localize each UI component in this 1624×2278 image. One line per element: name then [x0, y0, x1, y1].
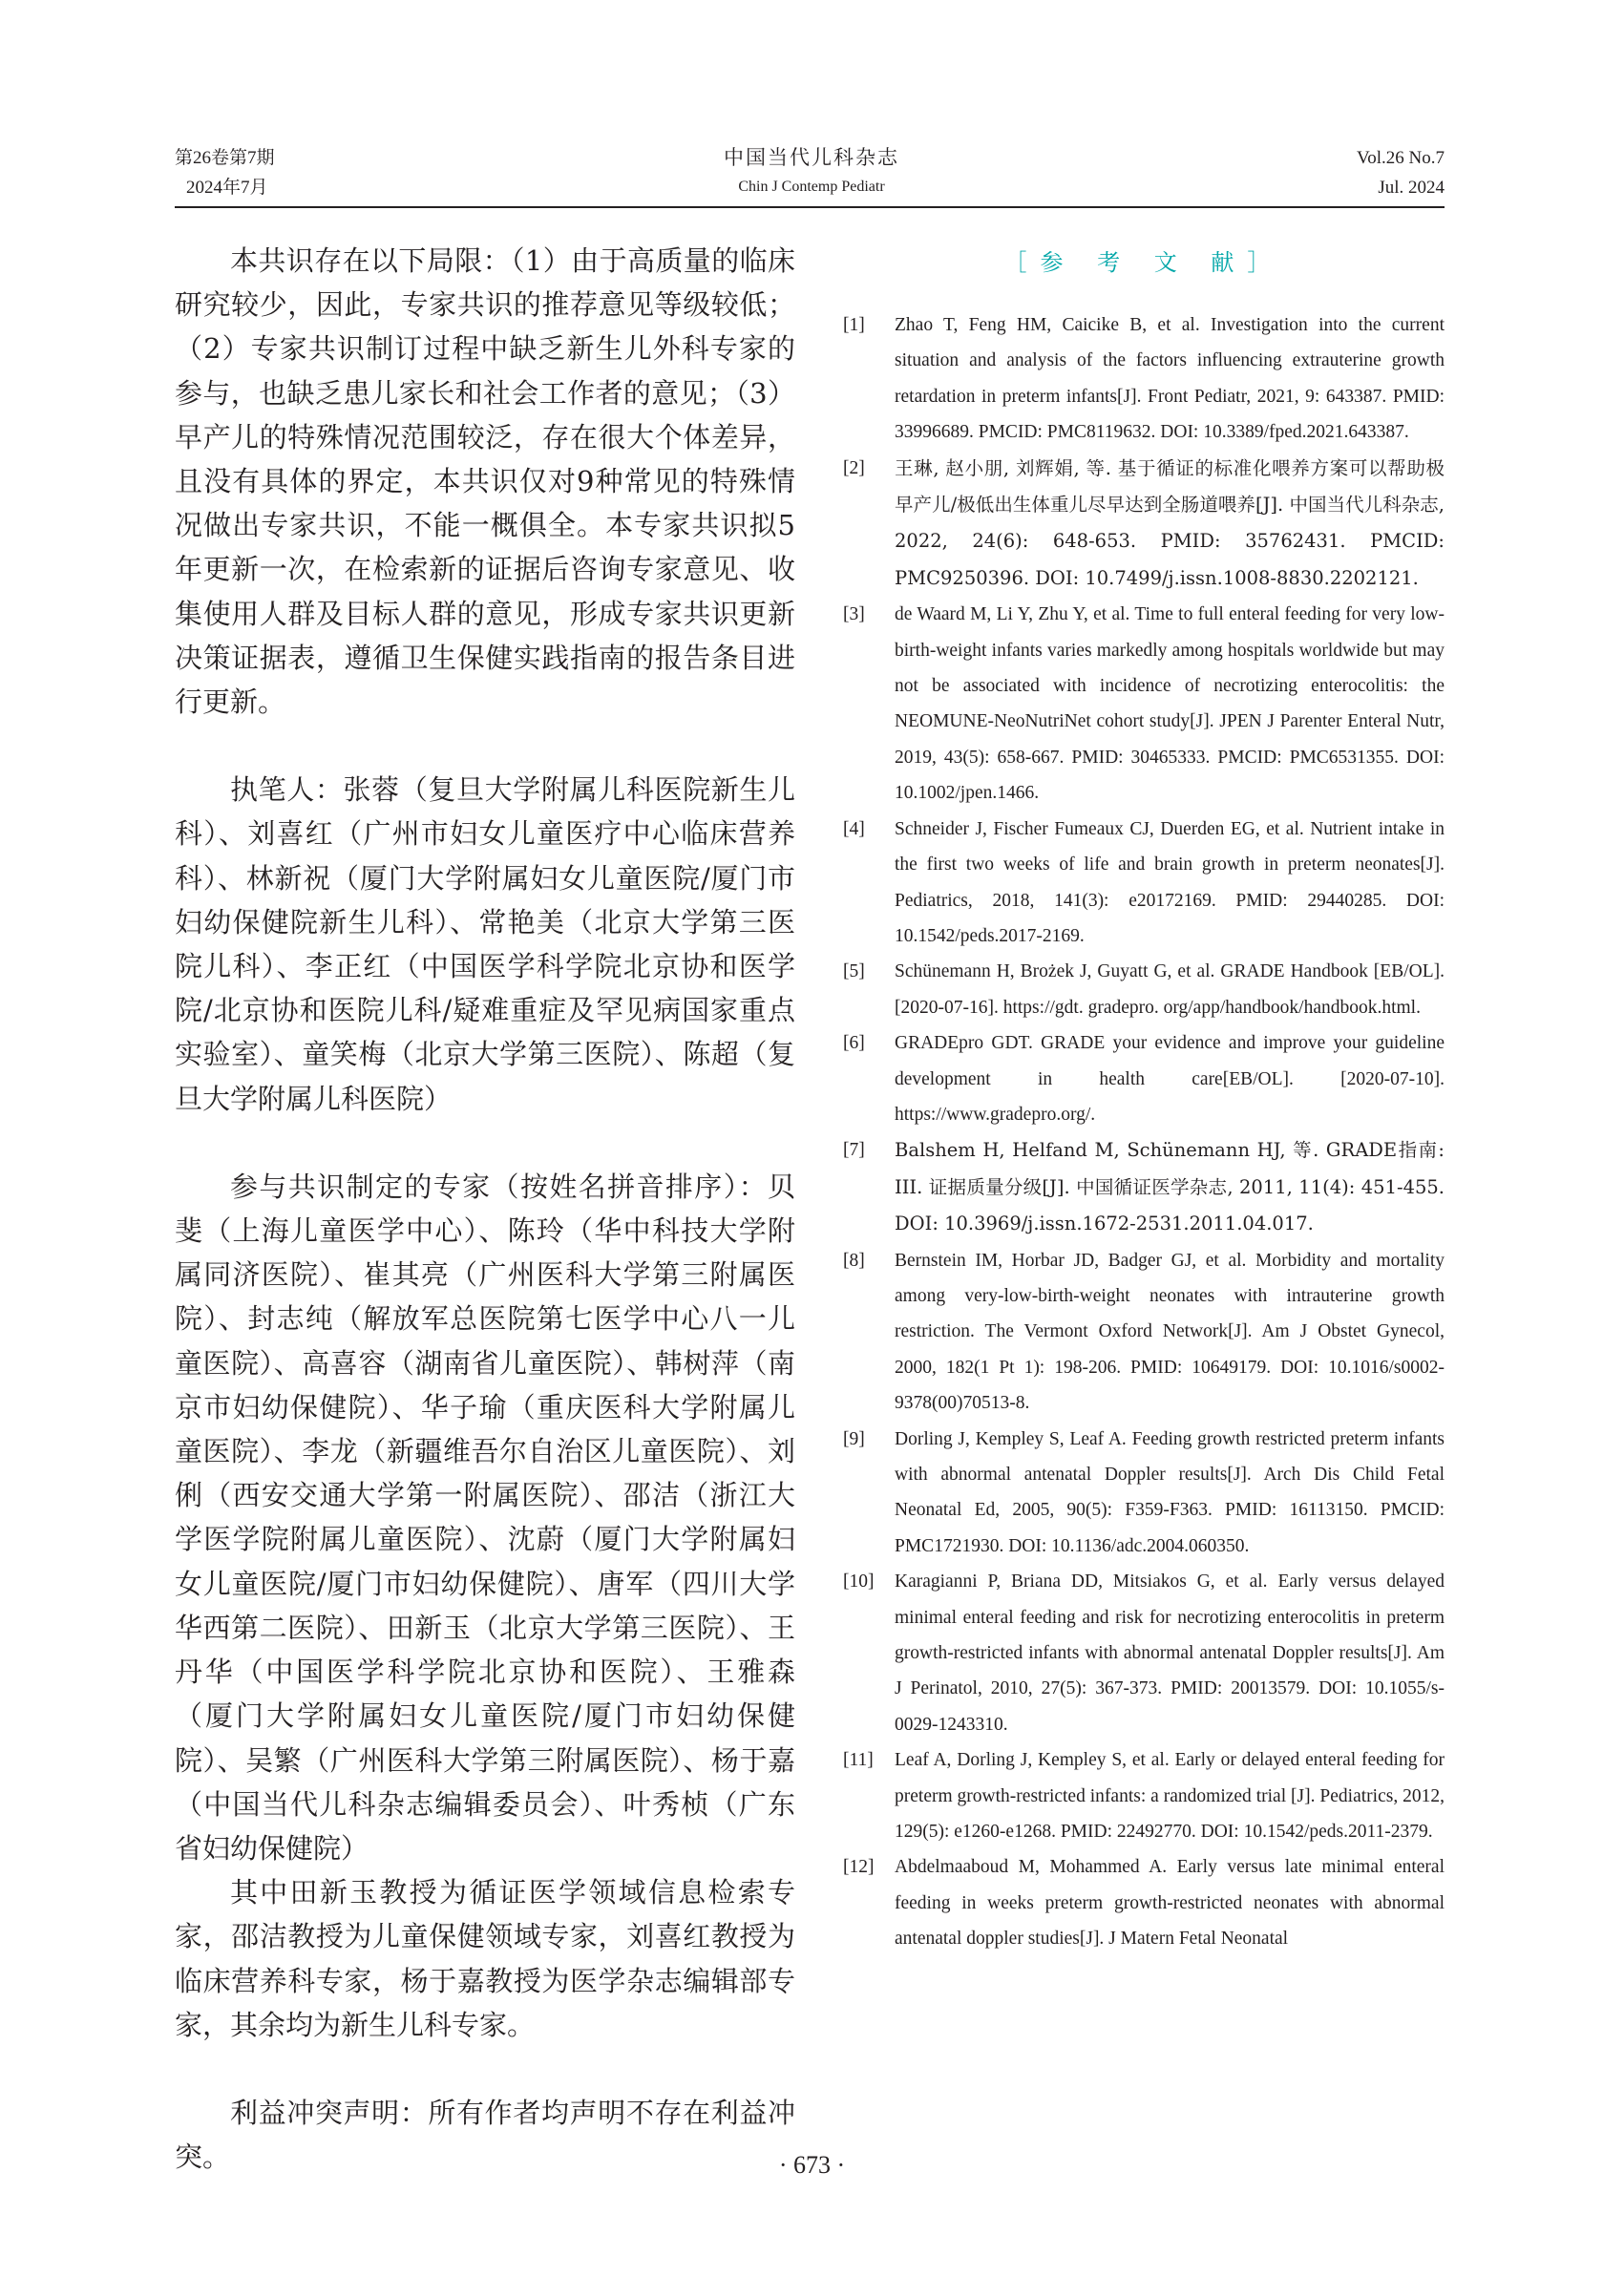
reference-number: [4] [843, 818, 865, 839]
experts-paragraph: 参与共识制定的专家（按姓名拼音排序）：贝斐（上海儿童医学中心）、陈玲（华中科技大学附属同济医院）、崔其亮（广州医科大学第三附属医院）、封志纯（解放军总医院第七医学中心八一儿童医院）、高喜容（湖南省儿童医院）、韩树萍（南京市妇幼保健院）、华子瑜（重庆医科大学附属儿童医院）、李龙（新疆维吾尔自治区儿童医院）、刘俐（西安交通大学第一附属医院）、邵洁（浙江大学医学院附属儿童医院）、沈蔚（厦门大学附属妇女儿童医院/厦门市妇幼保健院）、唐军（四川大学华西第二医院）、田新玉（北京大学第三医院）、王丹华（中国医学科学院北京协和医院）、王雅森（厦门大学附属妇女儿童医院/厦门市妇幼保健院）、吴繁（广州医科大学第三附属医院）、杨于嘉（中国当代儿科杂志编辑委员会）、叶秀桢（广东省妇幼保健院） [175, 1170, 795, 1865]
reference-text: Dorling J, Kempley S, Leaf A. Feeding growth restricted preterm infants with abnormal antenatal Doppler results[J]. Arch Dis Child Fetal Neonatal Ed, 2005, 90(5): F359-F363. PMID: 16113150. PMCID: PMC1721930. DOI: 10.1136/adc.2004.060350. [895, 1428, 1445, 1556]
header-volume-en [1146, 143, 1445, 202]
limitations-paragraph: 本共识存在以下局限：（1）由于高质量的临床研究较少，因此，专家共识的推荐意见等级较低；（2）专家共识制订过程中缺乏新生儿外科专家的参与，也缺乏患儿家长和社会工作者的意见；（3）早产儿的特殊情况范围较泛，存在很大个体差异，且没有具体的界定，本共识仅对9种常见的特殊情况做出专家共识，不能一概俱全。本专家共识拟5年更新一次，在检索新的证据后咨询专家意见、收集使用人群及目标人群的意见，形成专家共识更新决策证据表，遵循卫生保健实践指南的报告条目进行更新。 [175, 244, 795, 719]
page-number: · 673 · [778, 2151, 846, 2179]
reference-item [843, 1422, 1445, 1565]
journal-name-cn: 中国当代儿科杂志 [724, 146, 899, 169]
reference-item [843, 451, 1445, 598]
header-issue-info [175, 143, 461, 202]
reference-number: [5] [843, 961, 865, 982]
authors-paragraph: 执笔人：张蓉（复旦大学附属儿科医院新生儿科）、刘喜红（广州市妇女儿童医疗中心临床营养科）、林新祝（厦门大学附属妇女儿童医院/厦门市妇幼保健院新生儿科）、常艳美（北京大学第三医院儿科）、李正红（中国医学科学院北京协和医学院/北京协和医院儿科/疑难重症及罕见病国家重点实验室）、童笑梅（北京大学第三医院）、陈超（复旦大学附属儿科医院） [175, 773, 795, 1115]
header-date: 2024年7月 [186, 178, 268, 198]
reference-text: 王琳, 赵小朋, 刘辉娟, 等. 基于循证的标准化喂养方案可以帮助极早产儿/极低出生体重儿尽早达到全肠道喂养[J]. 中国当代儿科杂志, 2022, 24(6): 648-653. PMID: 35762431. PMCID: PMC9250396. DOI: 10.7499/j.issn.1008-8830.2202121. [895, 456, 1445, 589]
reference-text: Karagianni P, Briana DD, Mitsiakos G, et al. Early versus delayed minimal enteral feeding and risk for necrotizing enterocolitis in preterm growth-restricted infants with abnormal antenatal Doppler results[J]. Am J Perinatol, 2010, 27(5): 367-373. PMID: 20013579. DOI: 10.1055/s-0029-1243310. [895, 1571, 1445, 1735]
reference-item [843, 812, 1445, 955]
reference-item [843, 1132, 1445, 1242]
reference-number: [6] [843, 1033, 865, 1054]
reference-list [843, 307, 1445, 1957]
header-month-year: Jul. 2024 [1378, 178, 1445, 198]
reference-item [843, 597, 1445, 811]
reference-text: Balshem H, Helfand M, Schünemann HJ, 等. GRADE指南: III. 证据质量分级[J]. 中国循证医学杂志, 2011, 11(4): 451-455. DOI: 10.3969/j.issn.1672-2531.2011.04.017. [895, 1139, 1445, 1235]
reference-item [843, 1025, 1445, 1132]
reference-text: Leaf A, Dorling J, Kempley S, et al. Early or delayed enteral feeding for preterm growth-restricted infants: a randomized trial [J]. Pediatrics, 2012, 129(5): e1260-e1268. PMID: 22492770. DOI: 10.1542/peds.2011-2379. [895, 1750, 1445, 1843]
reference-number: [3] [843, 604, 865, 625]
reference-text: Schünemann H, Brożek J, Guyatt G, et al. GRADE Handbook [EB/OL]. [2020-07-16]. https://gdt. gradepro. org/app/handbook/handbook.html. [895, 961, 1445, 1018]
reference-item [843, 1849, 1445, 1956]
references-heading: ［参 考 文 献］ [1003, 249, 1284, 276]
header-volume-issue: 第26卷第7期 [175, 148, 275, 168]
reference-number: [8] [843, 1250, 865, 1271]
reference-number: [12] [843, 1857, 875, 1878]
header-vol-no: Vol.26 No.7 [1356, 148, 1445, 168]
right-column [843, 239, 1445, 1957]
header-journal-title [573, 143, 1050, 201]
reference-text: Zhao T, Feng HM, Caicike B, et al. Investigation into the current situation and analysis of the factors influencing extrauterine growth retardation in preterm infants[J]. Front Pediatr, 2021, 9: 643387. PMID: 33996689. PMCID: PMC8119632. DOI: 10.3389/fped.2021.643387. [895, 315, 1445, 443]
reference-text: Schneider J, Fischer Fumeaux CJ, Duerden EG, et al. Nutrient intake in the first two weeks of life and brain growth in preterm neonates[J]. Pediatrics, 2018, 141(3): e20172169. PMID: 29440285. DOI: 10.1542/peds.2017-2169. [895, 818, 1445, 946]
reference-item [843, 1742, 1445, 1849]
reference-number: [9] [843, 1428, 865, 1449]
left-column [175, 239, 795, 2179]
reference-number: [2] [843, 457, 865, 478]
reference-item [843, 954, 1445, 1025]
journal-name-en: Chin J Contemp Pediatr [738, 179, 885, 195]
conflict-statement: 利益冲突声明：所有作者均声明不存在利益冲突。 [175, 2096, 795, 2174]
reference-text: Bernstein IM, Horbar JD, Badger GJ, et al. Morbidity and mortality among very-low-birth-weight neonates with intrauterine growth restriction. The Vermont Oxford Network[J]. Am J Obstet Gynecol, 2000, 182(1 Pt 1): 198-206. PMID: 10649179. DOI: 10.1016/s0002-9378(00)70513-8. [895, 1250, 1445, 1414]
reference-text: Abdelmaaboud M, Mohammed A. Early versus late minimal enteral feeding in weeks preterm growth-restricted neonates with abnormal antenatal doppler studies[J]. J Matern Fetal Neonatal [895, 1857, 1445, 1950]
reference-number: [1] [843, 315, 865, 335]
reference-text: GRADEpro GDT. GRADE your evidence and improve your guideline development in health care[EB/OL]. [2020-07-10]. https://www.gradepro.org/. [895, 1033, 1445, 1125]
reference-item [843, 307, 1445, 451]
experts-roles-paragraph: 其中田新玉教授为循证医学领域信息检索专家，邵洁教授为儿童保健领域专家，刘喜红教授为临床营养科专家，杨于嘉教授为医学杂志编辑部专家，其余均为新生儿科专家。 [175, 1876, 795, 2041]
reference-number: [11] [843, 1750, 874, 1771]
reference-number: [10] [843, 1571, 875, 1592]
reference-text: de Waard M, Li Y, Zhu Y, et al. Time to full enteral feeding for very low-birth-weight infants varies markedly among hospitals worldwide but may not be associated with incidence of necrotizing enterocolitis: the NEOMUNE-NeoNutriNet cohort study[J]. JPEN J Parenter Enteral Nutr, 2019, 43(5): 658-667. PMID: 30465333. PMCID: PMC6531355. DOI: 10.1002/jpen.1466. [895, 604, 1445, 804]
reference-item [843, 1564, 1445, 1742]
reference-item [843, 1243, 1445, 1422]
header-divider [175, 206, 1445, 208]
reference-number: [7] [843, 1140, 865, 1161]
